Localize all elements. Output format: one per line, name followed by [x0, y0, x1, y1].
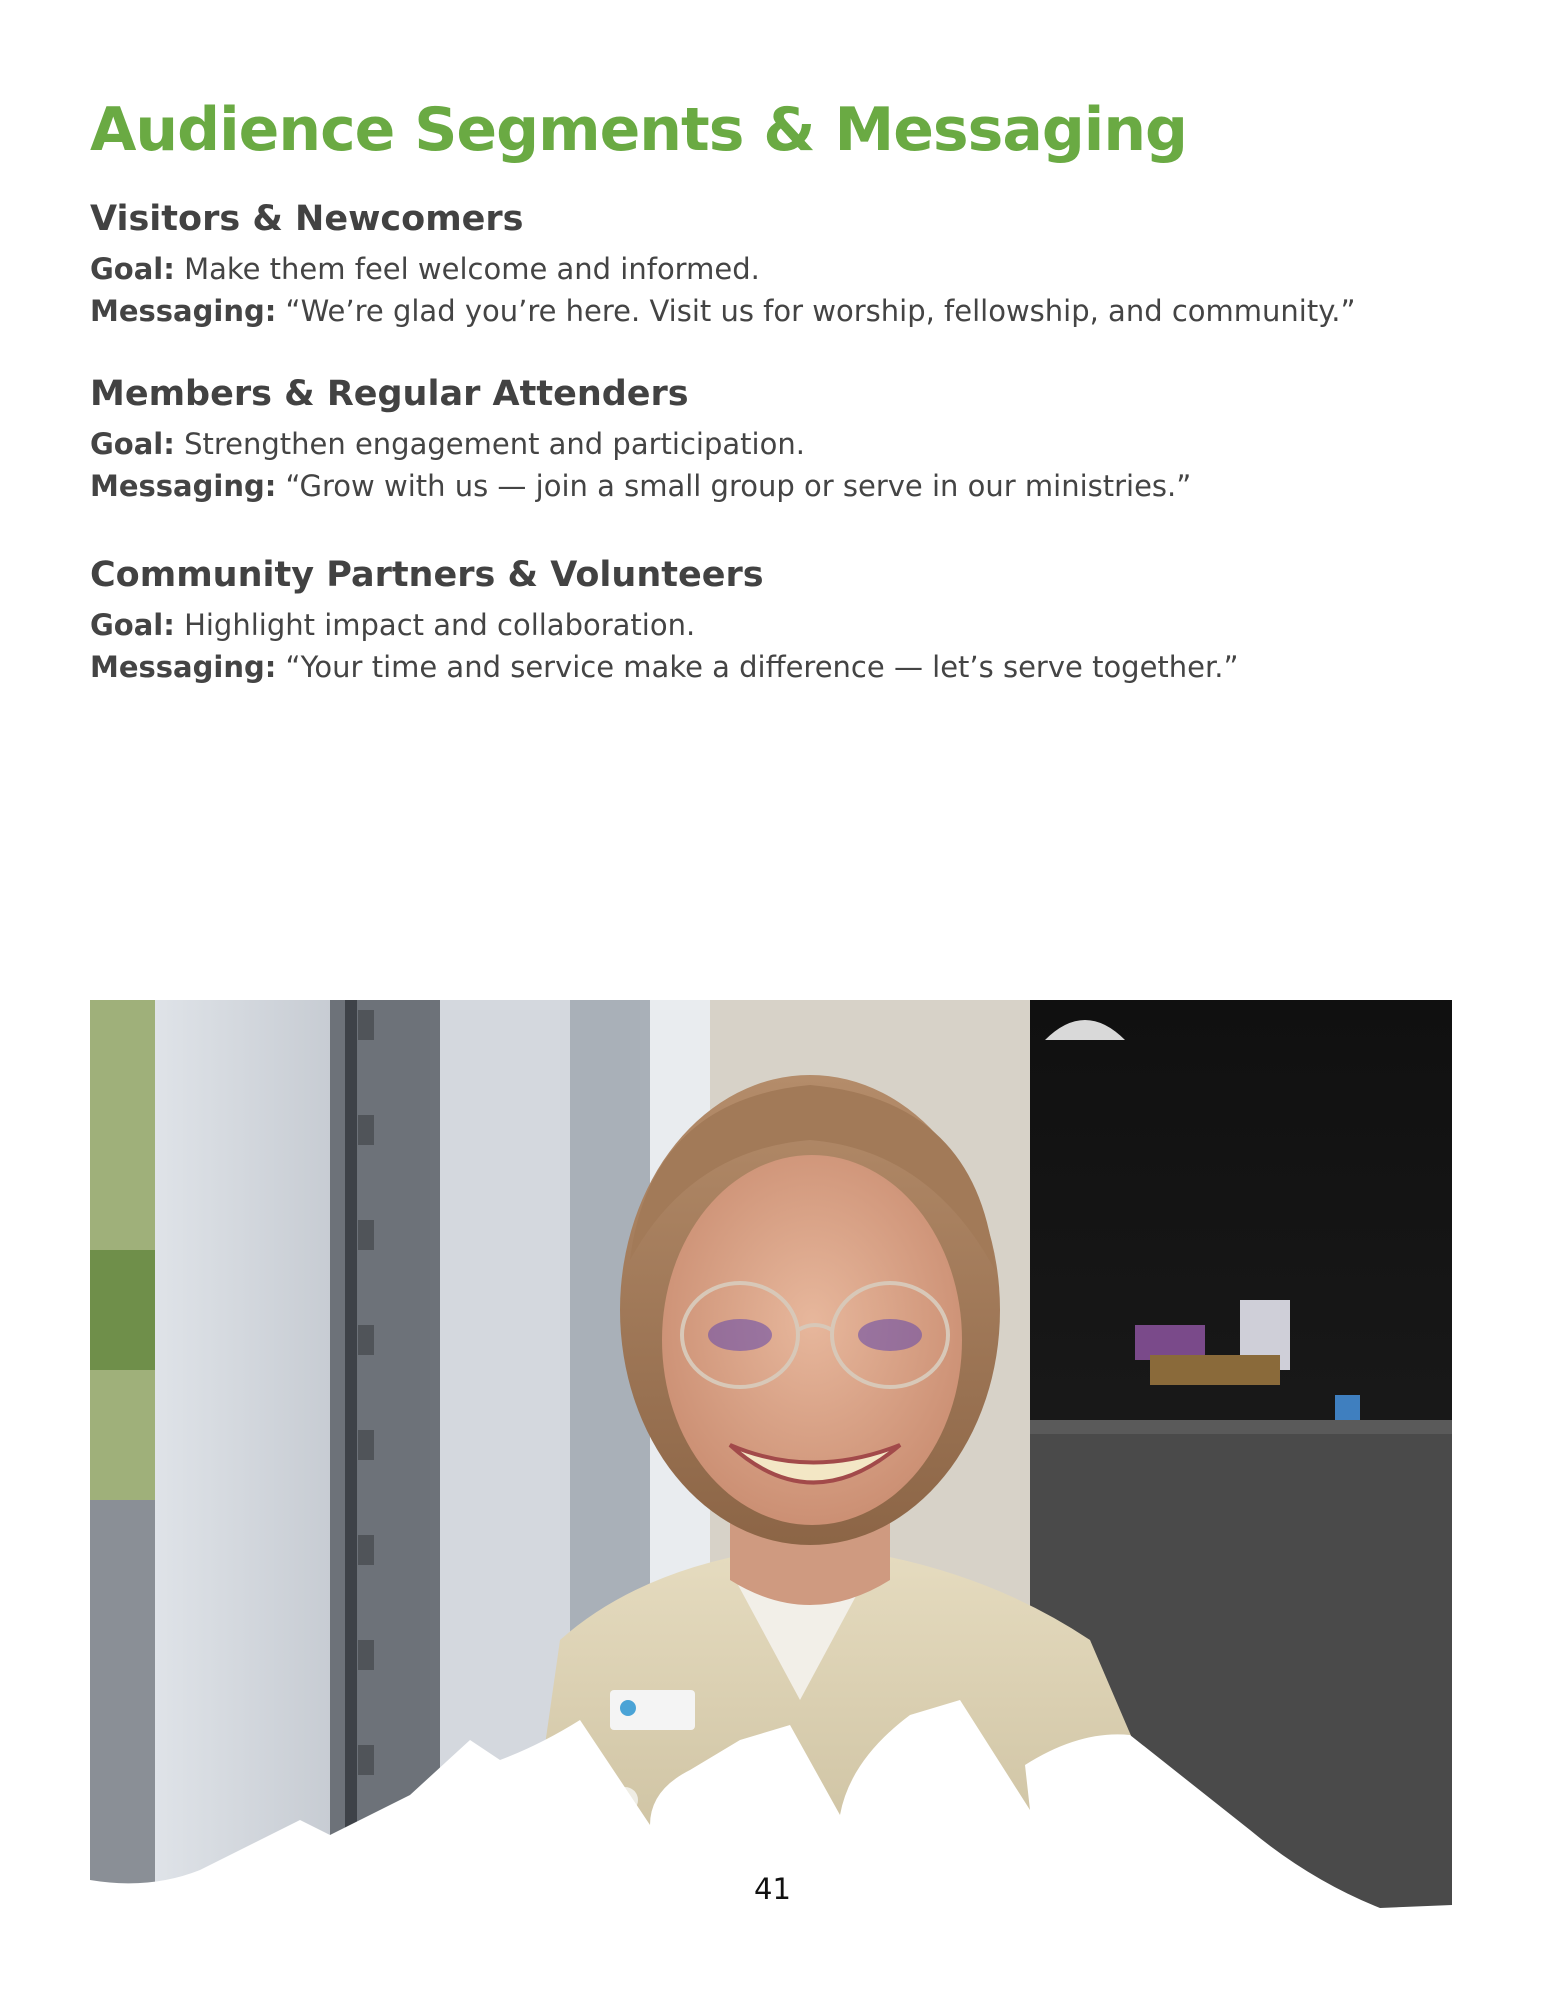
goal-text: Strengthen engagement and participation.	[184, 427, 805, 461]
page-number: 41	[754, 1872, 791, 1906]
segment-messaging	[90, 465, 1470, 507]
segment-messaging	[90, 646, 1470, 688]
segment-goal	[90, 423, 1470, 465]
goal-text: Make them feel welcome and informed.	[184, 252, 760, 286]
messaging-text: “Your time and service make a difference — let’s serve together.”	[285, 650, 1239, 684]
segment-goal	[90, 248, 1470, 290]
messaging-label: Messaging:	[90, 294, 277, 328]
segment-heading: Visitors & Newcomers	[90, 199, 524, 239]
segment-visitors-newcomers	[90, 196, 1470, 332]
segment-heading: Community Partners & Volunteers	[90, 555, 764, 595]
messaging-text: “We’re glad you’re here. Visit us for worship, fellowship, and community.”	[285, 294, 1356, 328]
segment-heading: Members & Regular Attenders	[90, 374, 689, 414]
messaging-label: Messaging:	[90, 469, 277, 503]
goal-text: Highlight impact and collaboration.	[184, 608, 696, 642]
segment-community-partners-volunteers	[90, 552, 1470, 688]
goal-label: Goal:	[90, 427, 175, 461]
messaging-text: “Grow with us — join a small group or serve in our ministries.”	[285, 469, 1192, 503]
segment-messaging	[90, 290, 1470, 332]
goal-label: Goal:	[90, 252, 175, 286]
portrait-photo	[90, 1000, 1452, 1920]
page-title: Audience Segments & Messaging	[90, 95, 1187, 165]
segment-goal	[90, 604, 1470, 646]
door-frame	[155, 1000, 330, 1920]
messaging-label: Messaging:	[90, 650, 277, 684]
goal-label: Goal:	[90, 608, 175, 642]
segment-members-regular-attenders	[90, 371, 1470, 507]
portrait-illustration	[90, 1000, 1452, 1920]
